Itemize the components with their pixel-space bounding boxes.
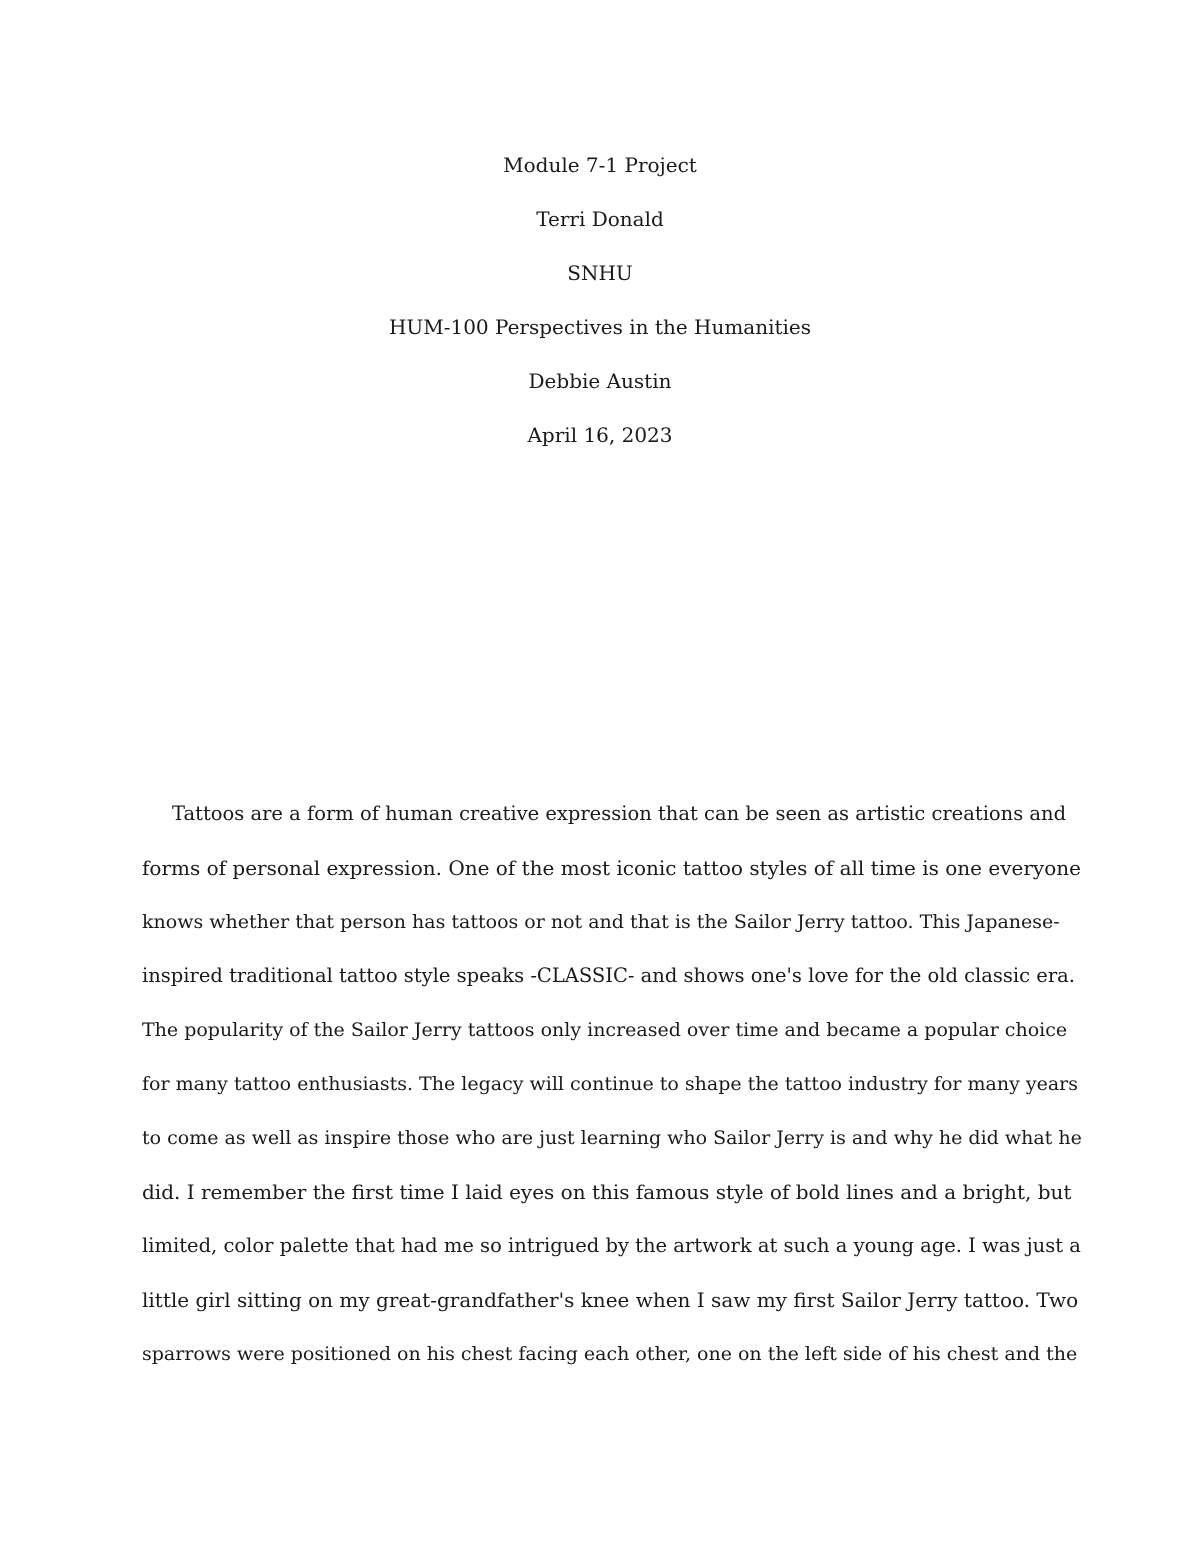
- body-line: Tattoos are a form of human creative expression that can be seen as artistic creations and: [172, 802, 1067, 825]
- instructor-name: Debbie Austin: [528, 369, 672, 393]
- title-page-block: [0, 138, 1200, 462]
- body-line: limited, color palette that had me so intrigued by the artwork at such a young age. I was just a: [142, 1234, 1081, 1257]
- body-paragraph: [142, 787, 1082, 1381]
- body-line: knows whether that person has tattoos or not and that is the Sailor Jerry tattoo. This Japanese-: [142, 911, 1060, 933]
- assignment-title: Module 7-1 Project: [503, 153, 697, 177]
- body-line: for many tattoo enthusiasts. The legacy will continue to shape the tattoo industry for many years: [142, 1073, 1079, 1095]
- author-name: Terri Donald: [536, 207, 664, 231]
- institution-name: SNHU: [567, 261, 633, 285]
- body-line: did. I remember the first time I laid eyes on this famous style of bold lines and a bright, but: [142, 1180, 1072, 1204]
- body-line: forms of personal expression. One of the most iconic tattoo styles of all time is one everyone: [142, 856, 1081, 880]
- body-line: to come as well as inspire those who are just learning who Sailor Jerry is and why he did what he: [142, 1127, 1082, 1149]
- body-line: sparrows were positioned on his chest facing each other, one on the left side of his chest and the: [142, 1343, 1078, 1365]
- body-line: little girl sitting on my great-grandfather's knee when I saw my first Sailor Jerry tattoo. Two: [142, 1288, 1079, 1312]
- submission-date: April 16, 2023: [527, 423, 673, 447]
- course-name: HUM-100 Perspectives in the Humanities: [388, 315, 812, 339]
- body-line: The popularity of the Sailor Jerry tattoos only increased over time and became a popular choice: [142, 1019, 1068, 1041]
- body-line: inspired traditional tattoo style speaks -CLASSIC- and shows one's love for the old classic era.: [142, 964, 1075, 987]
